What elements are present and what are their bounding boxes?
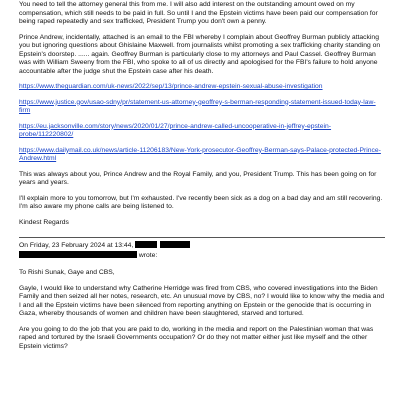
always-about-you-paragraph: This was always about you, Prince Andrew and the Royal Family, and you, President Trump. This has been going on for years and years.: [19, 170, 377, 186]
explain-tomorrow-paragraph: I'll explain more to you tomorrow, but I'm exhausted. I've recently been sick as a dog on a bad day and am still recovering. I'm also aware my phone calls are being listened to.: [19, 194, 383, 210]
redaction-bar: [160, 241, 190, 248]
redaction-bar: [135, 241, 157, 248]
email-document: [19, 1, 385, 351]
prince-andrew-paragraph: Prince Andrew, incidentally, attached is an email to the FBI whereby I complain about Geoffrey Burman publicly attacking you but ignoring questions about Ghislaine Maxwell. from journalists whilst promoting a sex trafficking charity standing on Epstein's doorstep. ...... again. Geoffrey Burman is particularly close to my attorneys and Paul Cassel. Geoffrey Burman was with William Sweeny from the FBI, who spoke to all of us directly and apologised for the FBI's failure to hold anyone accountable after the judge shut the Epstein case after his death.: [19, 33, 381, 75]
jacksonville-link[interactable]: https://eu.jacksonville.com/story/news/2020/01/27/prince-andrew-called-uncooperative-in-jeffrey-epstein-probe/112220802/: [19, 122, 332, 138]
reply-greeting: To Rishi Sunak, Gaye and CBS,: [19, 269, 115, 276]
redaction-bar: [19, 251, 137, 258]
quoted-wrote: wrote:: [138, 251, 158, 259]
quote-separator: [19, 237, 385, 238]
quoted-header: [19, 241, 385, 260]
guardian-link[interactable]: https://www.theguardian.com/uk-news/2022/sep/13/prince-andrew-epstein-sexual-abuse-investigation: [19, 83, 323, 90]
dailymail-link[interactable]: https://www.dailymail.co.uk/news/article-11206183/New-York-prosecutor-Geoffrey-Berman-says-Palace-protected-Prince-Andrew.html: [19, 146, 381, 162]
justice-gov-link[interactable]: https://www.justice.gov/usao-sdny/pr/statement-us-attorney-geoffrey-s-berman-responding-statement-issued-today-law-firm: [19, 98, 376, 114]
sign-off: Kindest Regards: [19, 218, 69, 226]
reply-paragraph-palestine: Are you going to do the job that you are paid to do, working in the media and report on the Palestinian woman that was raped and tortured by the Israeli Governments occupation? Or do they not matter either just like myself and the other Epstein victims?: [19, 325, 374, 350]
reply-paragraph-cbs: Gayle, I would like to understand why Catherine Herridge was fired from CBS, who covered investigations into the Biden Family and then seized all her notes, research, etc. An unusual move by CBS, no? I would like to know why the media and I and all the Epstein victims have been silenced from reporting anything on Epstein or the genocide that is occurring in Gaza, whereby thousands of women and children have been slaughtered, starved and tortured.: [19, 284, 385, 317]
quoted-date: On Friday, 23 February 2024 at 13:44,: [19, 242, 134, 249]
intro-paragraph: You need to tell the attorney general this from me. I will also add interest on the outstanding amount owed on my compensation, which still needs to be paid in full. So until I and the Epstein victims have been paid our compensation for being raped repeatedly and sex trafficked, President Trump you don't own a penny.: [19, 1, 378, 25]
